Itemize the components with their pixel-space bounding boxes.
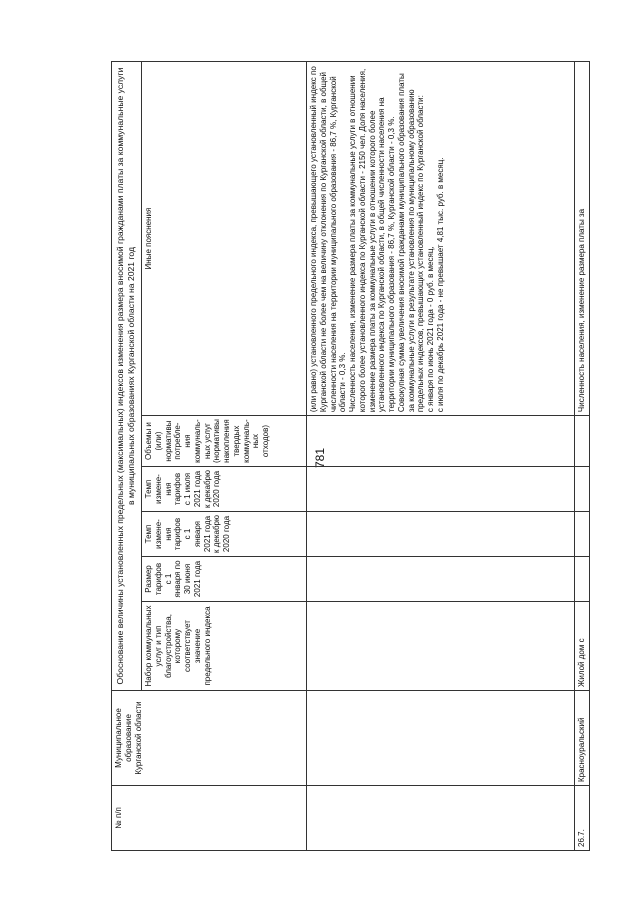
cell-empty [307, 467, 575, 512]
header-tariff-size: Размер тарифов с 1 января по 30 июня 2021 года [142, 557, 307, 602]
cell-empty [575, 512, 590, 557]
cell-empty [307, 691, 575, 786]
header-tariff-rate-jul: Темп измене-ния тарифов с 1 июля 2021 года к декабрю 2020 года [142, 467, 307, 512]
cell-empty [575, 467, 590, 512]
cell-empty [307, 602, 575, 691]
page-number: 781 [313, 447, 327, 469]
row-num: 26.7. [575, 786, 590, 851]
cell-empty [307, 512, 575, 557]
header-title: Обоснование величины установленных предельных (максимальных) индексов изменения размера вносимой гражданами платы за коммунальные услуги в муниципальных образованиях Курганской области на 2021 год [112, 62, 142, 691]
continued-explanation: (или равно) установленного предельного индекса, превышающего установленный индекс по Курганской области не более чем на величину отклонения по Курганской области, в общей численности населения на территории муниципального образования - 86,7 %, Курганской области - 0,3 %. Численность населения, изменение размера платы за коммунальные услуги в отношении которого более установленного индекса по Курганской области - 2150 чел. Доля населения, изменение размера платы за коммунальные услуги в отношении которого более установленного индекса по Курганской области, в общей численности населения на территории муниципального образования - 86,7 %, Курганской области - 0,3 %. Совокупная сумма увеличения вносимой гражданами муниципального образования платы за коммунальные услуги в результате установления по муниципальному образованию предельных индексов, превышающих установленный индекс по Курганской области: с января по июнь 2021 года - 0 руб. в месяц, с июля по декабрь 2021 года - не превышает 4,81 тыс. руб. в месяц. [307, 62, 575, 416]
cell-empty [307, 416, 575, 467]
justification-table [111, 61, 590, 851]
header-tariff-rate-jan: Темп измене-ния тарифов с 1 января 2021 года к декабрю 2020 года [142, 512, 307, 557]
row-municipality: Красноуральский [575, 691, 590, 786]
table-row [307, 62, 575, 851]
row-other: Численность населения, изменение размера платы за [575, 62, 590, 416]
cell-empty [575, 416, 590, 467]
header-other: Иные пояснения [142, 62, 307, 416]
header-municipality: Муниципальное образование Курганской области [112, 691, 307, 786]
header-volumes: Объемы и (или) нормативы потребле-ния коммуналь-ных услуг (нормативы накопления твердых коммуналь-ных отходов) [142, 416, 307, 467]
rotated-page-content [111, 61, 601, 851]
table-row [575, 62, 590, 851]
cell-empty [307, 557, 575, 602]
header-set-of-services: Набор коммунальных услуг и тип благоустройства, которому соответствует значение предельного индекса [142, 602, 307, 691]
row-set-of-services: Жилой дом с [575, 602, 590, 691]
cell-empty [307, 786, 575, 851]
cell-empty [575, 557, 590, 602]
header-num: № п/п [112, 786, 307, 851]
